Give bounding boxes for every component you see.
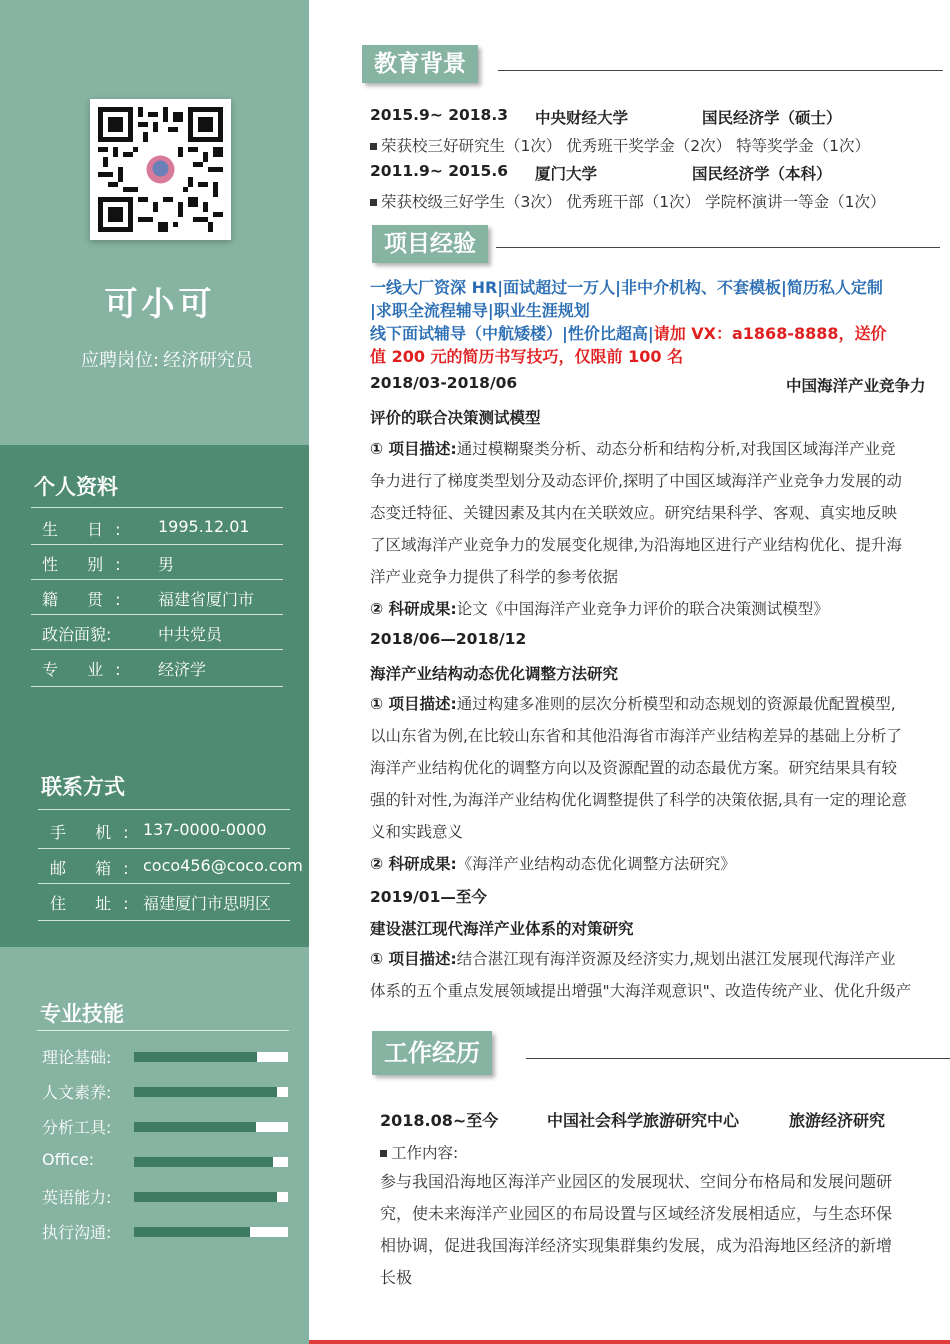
bullet-icon xyxy=(370,199,377,206)
info-value: 1995.12.01 xyxy=(158,517,250,536)
education-heading: 教育背景 xyxy=(362,45,478,83)
ad-line: 值 200 元的简历书写技巧，仅限前 100 名 xyxy=(370,347,684,366)
result-label: ② 科研成果: xyxy=(370,600,457,618)
desc-line: 洋产业竞争力提供了科学的参考依据 xyxy=(370,568,619,586)
contact-value[interactable]: coco456@coco.com xyxy=(143,856,303,875)
edu-honors xyxy=(370,190,885,212)
project-title: 评价的联合决策测试模型 xyxy=(370,409,541,427)
info-political-status xyxy=(42,622,282,644)
info-value: 中共党员 xyxy=(158,625,223,644)
bottom-accent-bar-left xyxy=(0,1340,309,1344)
edu-major: 国民经济学（硕士） xyxy=(702,109,842,127)
divider xyxy=(498,70,943,71)
edu-major: 国民经济学（本科） xyxy=(692,165,832,183)
skill-bar-track xyxy=(134,1052,288,1062)
work-line: 相协调，促进我国海洋经济实现集群集约发展，成为沿海地区经济的新增 xyxy=(380,1236,893,1255)
skill-bar-fill xyxy=(134,1192,277,1202)
info-major xyxy=(42,657,282,679)
info-label: 性 别: xyxy=(42,555,133,574)
project-description xyxy=(370,433,935,625)
desc-line: 强的针对性,为海洋产业结构优化调整提供了科学的决策依据,具有一定的理论意 xyxy=(370,791,907,809)
project-description xyxy=(370,943,935,1019)
info-value: 男 xyxy=(158,555,175,574)
ad-line-blue: 线下面试辅导（中航矮楼）|性价比超高| xyxy=(370,324,654,343)
skill-label: 理论基础: xyxy=(42,1048,112,1067)
project-dates: 2018/06—2018/12 xyxy=(370,630,527,648)
contact-email xyxy=(50,856,310,878)
contact-value: 福建厦门市思明区 xyxy=(143,894,272,913)
skill-bar-fill xyxy=(134,1087,277,1097)
project-title: 中国海洋产业竞争力 xyxy=(786,377,926,395)
skill-bar-track xyxy=(134,1192,288,1202)
divider xyxy=(526,1058,950,1059)
skill-row xyxy=(42,1150,292,1172)
desc-line: 以山东省为例,在比较山东省和其他沿海省市海洋产业结构差异的基础上分析了 xyxy=(370,727,902,745)
skill-row xyxy=(42,1115,292,1137)
skill-row xyxy=(42,1080,292,1102)
desc-line: 结合湛江现有海洋资源及经济实力,规划出湛江发展现代海洋产业 xyxy=(456,950,896,968)
position-label: 应聘岗位: xyxy=(80,350,160,371)
divider xyxy=(31,544,283,545)
desc-line: 通过构建多准则的层次分析模型和动态规划的资源最优配置模型, xyxy=(456,695,896,713)
skill-label: Office: xyxy=(42,1150,95,1169)
result-label: ② 科研成果: xyxy=(370,855,457,873)
edu-honors xyxy=(370,134,870,156)
desc-line: 通过模糊聚类分析、动态分析和结构分析,对我国区域海洋产业竞 xyxy=(456,440,896,458)
skill-bar-track xyxy=(134,1087,288,1097)
work-role: 旅游经济研究 xyxy=(789,1111,886,1130)
project-title: 建设湛江现代海洋产业体系的对策研究 xyxy=(370,920,634,938)
edu-dates: 2011.9~ 2015.6 xyxy=(370,162,509,180)
skill-bar-fill xyxy=(134,1122,256,1132)
contact-label: 手 机: xyxy=(50,823,141,842)
project-title: 海洋产业结构动态优化调整方法研究 xyxy=(370,665,619,683)
ad-line: |求职全流程辅导|职业生涯规划 xyxy=(370,301,590,320)
bullet-icon xyxy=(380,1150,387,1157)
desc-label: ① 项目描述: xyxy=(370,440,457,458)
info-label: 政治面貌: xyxy=(42,625,112,644)
divider xyxy=(31,686,283,687)
qr-code-graphic xyxy=(98,107,223,232)
desc-line: 义和实践意义 xyxy=(370,823,464,841)
contact-label: 住 址: xyxy=(50,894,141,913)
work-line: 究，使未来海洋产业园区的布局设置与区域经济发展相适应，与生态环保 xyxy=(380,1204,893,1223)
skill-label: 分析工具: xyxy=(42,1118,112,1137)
info-value: 经济学 xyxy=(158,660,207,679)
candidate-name: 可小可 xyxy=(104,284,216,323)
ad-line: 一线大厂资深 HR|面试超过一万人|非中介机构、不套模板|简历私人定制 xyxy=(370,278,883,297)
desc-line: 态变迁特征、关键因素及其内在关联效应。研究结果科学、客观、真实地反映 xyxy=(370,504,898,522)
edu-school: 厦门大学 xyxy=(535,165,598,183)
skill-row xyxy=(42,1045,292,1067)
contact-address xyxy=(50,891,300,913)
divider xyxy=(31,614,283,615)
skill-label: 执行沟通: xyxy=(42,1223,112,1242)
info-label: 籍 贯: xyxy=(42,590,133,609)
edu-dates: 2015.9~ 2018.3 xyxy=(370,106,509,124)
desc-line: 海洋产业结构优化的调整方向以及资源配置的动态最优方案。研究结果具有较 xyxy=(370,759,898,777)
work-dates: 2018.08~至今 xyxy=(380,1111,499,1130)
work-heading: 工作经历 xyxy=(372,1031,492,1075)
project-dates: 2018/03-2018/06 xyxy=(370,374,518,392)
info-label: 生 日: xyxy=(42,520,133,539)
work-line: 参与我国沿海地区海洋产业园区的发展现状、空间分布格局和发展问题研 xyxy=(380,1172,893,1191)
work-description xyxy=(380,1166,940,1294)
edu-honors-text: 荣获校级三好学生（3次） 优秀班干部（1次） 学院杯演讲一等金（1次） xyxy=(381,193,886,211)
work-content-label xyxy=(380,1141,458,1163)
ad-line xyxy=(370,321,887,344)
job-position xyxy=(0,346,330,372)
skill-label: 人文素养: xyxy=(42,1083,112,1102)
skill-bar-fill xyxy=(134,1052,257,1062)
edu-honors-text: 荣获校三好研究生（1次） 优秀班干奖学金（2次） 特等奖学金（1次） xyxy=(381,137,870,155)
result-text: 论文《中国海洋产业竞争力评价的联合决策测试模型》 xyxy=(456,600,829,618)
ad-line-red: 请加 VX：a1868-8888，送价 xyxy=(653,324,887,343)
personal-info-heading: 个人资料 xyxy=(34,475,118,499)
work-line: 长极 xyxy=(380,1268,413,1287)
skill-row xyxy=(42,1185,292,1207)
info-hometown xyxy=(42,587,282,609)
contact-phone xyxy=(50,820,300,842)
divider xyxy=(496,247,940,248)
desc-line: 了区域海洋产业竞争力的发展变化规律,为沿海地区进行产业结构优化、提升海 xyxy=(370,536,902,554)
position-value: 经济研究员 xyxy=(163,350,254,371)
contact-value[interactable]: 137-0000-0000 xyxy=(143,820,267,839)
result-text: 《海洋产业结构动态优化调整方法研究》 xyxy=(456,855,736,873)
desc-label: ① 项目描述: xyxy=(370,950,457,968)
work-organization: 中国社会科学旅游研究中心 xyxy=(547,1111,740,1130)
info-birthday xyxy=(42,517,282,539)
edu-school: 中央财经大学 xyxy=(535,109,629,127)
divider xyxy=(31,579,283,580)
skills-heading: 专业技能 xyxy=(40,1002,124,1026)
divider xyxy=(38,883,290,884)
desc-line: 争力进行了梯度类型划分及动态评价,探明了中国区域海洋产业竞争力发展的动 xyxy=(370,472,902,490)
divider xyxy=(31,649,283,650)
project-dates: 2019/01—至今 xyxy=(370,888,487,906)
skill-bar-track xyxy=(134,1157,288,1167)
project-description xyxy=(370,688,935,880)
desc-line: 体系的五个重点发展领域提出增强"大海洋观意识"、改造传统产业、优化升级产 xyxy=(370,982,912,1000)
bullet-icon xyxy=(370,143,377,150)
divider xyxy=(38,848,290,849)
info-value: 福建省厦门市 xyxy=(158,590,255,609)
skill-label: 英语能力: xyxy=(42,1188,112,1207)
skill-bar-fill xyxy=(134,1157,273,1167)
divider xyxy=(31,507,283,508)
skill-bar-track xyxy=(134,1122,288,1132)
projects-heading: 项目经验 xyxy=(372,225,488,263)
desc-label: ① 项目描述: xyxy=(370,695,457,713)
divider xyxy=(37,1030,289,1031)
skill-row xyxy=(42,1220,292,1242)
qr-code-icon xyxy=(90,99,231,240)
contact-heading: 联系方式 xyxy=(41,775,125,799)
work-content-label-text: 工作内容: xyxy=(391,1144,459,1162)
info-gender xyxy=(42,552,282,574)
divider xyxy=(38,920,290,921)
skill-bar-fill xyxy=(134,1227,250,1237)
contact-label: 邮 箱: xyxy=(50,859,141,878)
divider xyxy=(38,809,290,810)
skill-bar-track xyxy=(134,1227,288,1237)
info-label: 专 业: xyxy=(42,660,133,679)
